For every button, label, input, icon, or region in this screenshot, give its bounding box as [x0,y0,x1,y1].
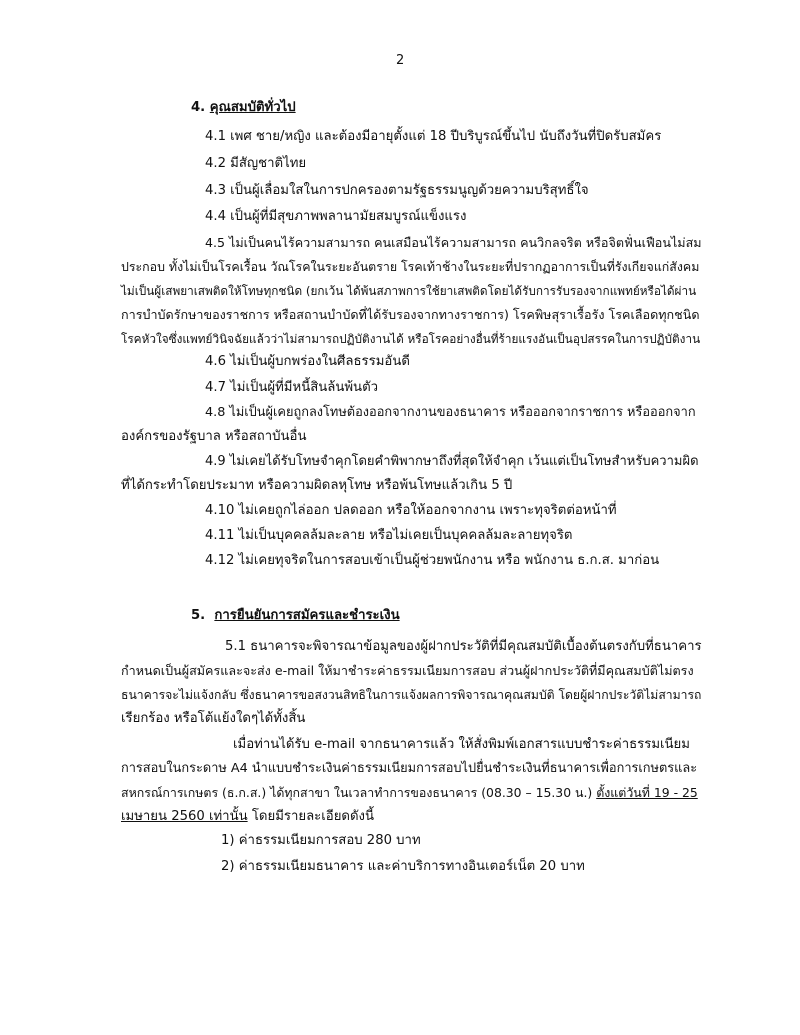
item-4-1: 4.1 เพศ ชาย/หญิง และต้องมีอายุตั้งแต่ 18 ปีบริบูรณ์ขึ้นไป นับถึงวันที่ปิดรับสมัคร [205,129,662,144]
para-payment-line-4 [121,808,374,826]
item-4-5-line-4: การบำบัดรักษาของราชการ หรือสถานบำบัดที่ได้รับรองจากทางราชการ) โรคพิษสุราเรื้อรัง โรคเลือดทุกชนิด [121,307,700,322]
item-4-9-line-2: ที่ได้กระทำโดยประมาท หรือความผิดลหุโทษ หรือพ้นโทษแล้วเกิน 5 ปี [121,478,513,493]
item-4-5-line-2: ประกอบ ทั้งไม่เป็นโรคเรื้อน วัณโรคในระยะอันตราย โรคเท้าช้างในระยะที่ปรากฏอาการเป็นที่รังเกียจแก่สังคม [121,259,700,274]
item-4-8-line-1: 4.8 ไม่เป็นผู้เคยถูกลงโทษต้องออกจากงานของธนาคาร หรือออกจากราชการ หรือออกจาก [205,405,696,420]
item-4-11: 4.11 ไม่เป็นบุคคลล้มละลาย หรือไม่เคยเป็นบุคคลล้มละลายทุจริต [205,528,573,543]
para-5-1-line-1: 5.1 ธนาคารจะพิจารณาข้อมูลของผู้ฝากประวัติที่มีคุณสมบัติเบื้องต้นตรงกับที่ธนาคาร [225,639,702,654]
payment-start-date: ตั้งแต่วันที่ 19 - 25 [596,785,698,800]
item-4-12: 4.12 ไม่เคยทุจริตในการสอบเข้าเป็นผู้ช่วยพนักงาน หรือ พนักงาน ธ.ก.ส. มาก่อน [205,553,660,568]
para-payment-line-3 [121,784,698,802]
page-number: 2 [396,53,405,68]
section-5-number: 5. [191,608,206,623]
para-payment-line-2: การสอบในกระดาษ A4 นำแบบชำระเงินค่าธรรมเนียมการสอบไปยื่นชำระเงินที่ธนาคารเพื่อการเกษตรและ [121,761,698,776]
item-4-4: 4.4 เป็นผู้ที่มีสุขภาพพลานามัยสมบูรณ์แข็งแรง [205,209,467,224]
item-4-5-line-3: ไม่เป็นผู้เสพยาเสพติดให้โทษทุกชนิด (ยกเว้น ได้พ้นสภาพการใช้ยาเสพติดโดยได้รับการรับรองจากแพทย์หรือได้ผ่าน [121,284,697,298]
item-4-5-line-1: 4.5 ไม่เป็นคนไร้ความสามารถ คนเสมือนไร้ความสามารถ คนวิกลจริต หรือจิตฟั่นเฟือนไม่สม [205,235,702,250]
item-4-10: 4.10 ไม่เคยถูกไล่ออก ปลดออก หรือให้ออกจากงาน เพราะทุจริตต่อหน้าที่ [205,503,617,518]
para-payment-line-1: เมื่อท่านได้รับ e-mail จากธนาคารแล้ว ให้สั่งพิมพ์เอกสารแบบชำระค่าธรรมเนียม [233,737,690,752]
section-4-number: 4. [191,100,206,115]
para-5-1-line-4: เรียกร้อง หรือโต้แย้งใดๆได้ทั้งสิ้น [121,711,306,726]
payment-details-intro: โดยมีรายละเอียดดังนี้ [247,809,375,824]
section-5-title: การยืนยันการสมัครและชำระเงิน [214,608,400,623]
item-4-3: 4.3 เป็นผู้เลื่อมใสในการปกครองตามรัฐธรรมนูญด้วยความบริสุทธิ์ใจ [205,183,589,198]
section-4-title: คุณสมบัติทั่วไป [209,100,296,115]
item-4-2: 4.2 มีสัญชาติไทย [205,156,307,171]
para-5-1-line-2: กำหนดเป็นผู้สมัครและจะส่ง e-mail ให้มาชำระค่าธรรมเนียมการสอบ ส่วนผู้ฝากประวัติที่มีคุณสมบัติไม่ตรง [121,663,694,678]
fee-bank-internet: 2) ค่าธรรมเนียมธนาคาร และค่าบริการทางอินเตอร์เน็ต 20 บาท [221,859,585,874]
item-4-8-line-2: องค์กรของรัฐบาล หรือสถาบันอื่น [121,429,307,444]
fee-exam: 1) ค่าธรรมเนียมการสอบ 280 บาท [221,833,421,848]
payment-hours-text: สหกรณ์การเกษตร (ธ.ก.ส.) ได้ทุกสาขา ในเวลาทำการของธนาคาร (08.30 – 15.30 น.) [121,785,597,800]
para-5-1-line-3: ธนาคารจะไม่แจ้งกลับ ซึ่งธนาคารขอสงวนสิทธิในการแจ้งผลการพิจารณาคุณสมบัติ โดยผู้ฝากประวัติไม่สามารถ [121,688,702,702]
payment-end-date: เมษายน 2560 เท่านั้น [121,809,248,824]
item-4-9-line-1: 4.9 ไม่เคยได้รับโทษจำคุกโดยคำพิพากษาถึงที่สุดให้จำคุก เว้นแต่เป็นโทษสำหรับความผิด [205,454,699,469]
section-5-heading [191,607,400,625]
section-4-heading [191,99,296,117]
item-4-7: 4.7 ไม่เป็นผู้ที่มีหนี้สินล้นพ้นตัว [205,380,379,395]
item-4-5-line-5: โรคหัวใจซึ่งแพทย์วินิจฉัยแล้วว่าไม่สามารถปฏิบัติงานได้ หรือโรคอย่างอื่นที่ร้ายแรงอันเป็นอุปสรรคในการปฏิบัติงาน [121,332,701,346]
item-4-6: 4.6 ไม่เป็นผู้บกพร่องในศีลธรรมอันดี [205,354,410,369]
